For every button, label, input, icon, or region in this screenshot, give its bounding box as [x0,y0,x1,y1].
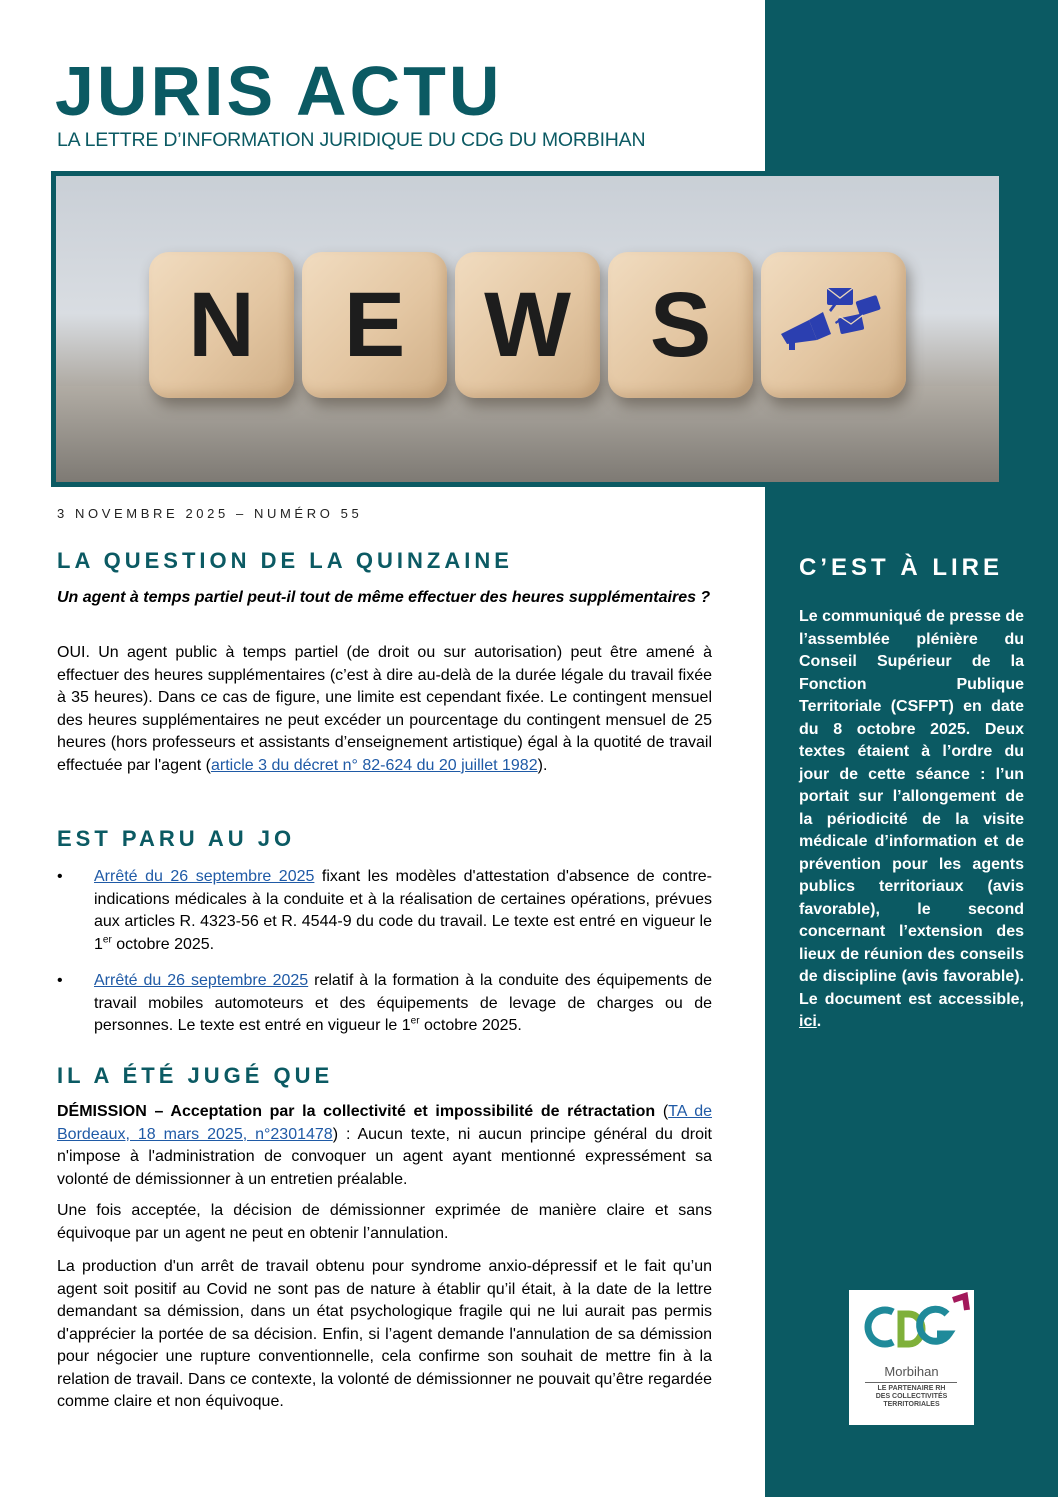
sidebar-link[interactable]: ici [799,1013,817,1030]
megaphone-envelopes-icon [777,282,889,352]
section-heading-jo: EST PARU AU JO [57,826,296,851]
logo-name: Morbihan [884,1364,939,1379]
newsletter-subtitle: LA LETTRE D’INFORMATION JURIDIQUE DU CDG DU MORBIHAN [57,129,646,151]
ruling-paragraph-3: La production d'un arrêt de travail obtenu pour syndrome anxio-dépressif et le fait qu’un agent soit positif au Covid ne sont pas de nature à établir qu’il était, à la date de la lettre demandant sa démission, dans un état psychologique fragile qui ne lui aurait pas permis d'apprécier la portée de sa décision. Enfin, si l’agent demande l'annulation de sa démission pour négocier une rupture conventionnelle, cela confirme son souhait de mettre fin à la relation de travail. Dans ce contexte, la volonté de démissionner ne pouvait qu’être regardée comme claire et non équivoque. [57,1258,712,1410]
logo-tagline: LE PARTENAIRE RH DES COLLECTIVITÉS TERRITORIALES [875,1385,948,1408]
die-letter: E [343,273,406,376]
die-letter-n [149,252,294,398]
jo-list-item [57,970,712,1038]
answer-paragraph [57,642,712,777]
ruling-paragraph-2: Une fois acceptée, la décision de démissionner exprimée de manière claire et sans équivoque par un agent ne peut en obtenir l’annulation. [57,1202,712,1242]
jo-item-text: relatif à la formation à la conduite des équipements de travail mobiles automoteurs et des équipements de levage de charges ou de personnes. Le texte est entré en vigueur le 1 [94,972,712,1034]
logo-divider [865,1382,957,1383]
ruling-paragraph [57,1101,712,1191]
jo-item-text: fixant les modèles d'attestation d'absence de contre-indications médicales à la conduite et à la réalisation de certaines opérations, prévues aux articles R. 4323-56 et R. 4544-9 du code du travail. Le texte est entré en vigueur le 1 [94,868,712,953]
bullet-icon: • [57,972,63,989]
sidebar-end: . [816,1013,822,1030]
cdg-monogram-icon [849,1290,974,1364]
decree-link[interactable]: article 3 du décret n° 82-624 du 20 juillet 1982 [210,756,538,774]
die-letter-e [302,252,447,398]
die-letter: W [484,273,571,376]
superscript: er [410,1015,420,1027]
newsletter-title: JURIS ACTU [55,52,503,130]
court-decision-link[interactable]: TA de Bordeaux, 18 mars 2025, n°2301478 [57,1103,712,1143]
sidebar-body: Le communiqué de presse de l’assemblée plénière du Conseil Supérieur de la Fonction Publique Territoriale (CSFPT) en date du 8 octobre 2025. Deux textes étaient à l’ordre du jour de cette séance : l’un portait sur l’allongement de la périodicité de la visite médicale d’information et de prévention pour les agents publics territoriaux (avis favorable), le second concernant l’extension des lieux de réunion des conseils de discipline (avis favorable). Le document est accessible, [799,608,1024,1008]
answer-end: ). [537,756,548,774]
question-text: Un agent à temps partiel peut-il tout de même effectuer des heures supplémentaires ? [57,589,711,606]
arrete-link[interactable]: Arrêté du 26 septembre 2025 [94,868,315,885]
superscript: er [102,934,112,946]
die-letter-s [608,252,753,398]
jo-item-end: octobre 2025. [419,1017,522,1034]
bullet-icon: • [57,868,63,885]
issue-date: 3 NOVEMBRE 2025 – NUMÉRO 55 [57,506,363,521]
die-megaphone [761,252,906,398]
section-heading-question: LA QUESTION DE LA QUINZAINE [57,548,513,573]
die-letter-w [455,252,600,398]
hero-photo [56,176,999,482]
ruling-title: DÉMISSION – Acceptation par la collectivité et impossibilité de rétractation [57,1103,656,1120]
ruling-paren: ( [655,1103,669,1120]
jo-item-end: octobre 2025. [111,935,215,953]
hero-table-surface [56,386,999,482]
hero-banner [51,171,1003,487]
jo-list-item [57,866,712,956]
ruling-text: ) : Aucun texte, ni aucun principe général du droit n'impose à l'administration de convoquer un agent ayant mentionné expressément sa volonté de démissionner à un entretien préalable. [57,1125,712,1188]
die-letter: S [649,273,712,376]
die-letter: N [188,273,255,376]
cdg-logo [849,1290,974,1425]
section-heading-juge: IL A ÉTÉ JUGÉ QUE [57,1063,334,1088]
answer-text: OUI. Un agent public à temps partiel (de droit ou sur autorisation) peut être amené à effectuer des heures supplémentaires (c’est à dire au-delà de la durée légale du travail fixée à 35 heures). Dans ce cas de figure, une limite est cependant fixée. Le contingent mensuel des heures supplémentaires ne peut excéder un pourcentage du contingent mensuel de 25 heures (hors professeurs et assistants d’enseignement artistique) égal à la quotité de travail effectuée par l'agent ( [57,644,712,774]
sidebar-heading: C’EST À LIRE [799,554,1004,581]
arrete-link[interactable]: Arrêté du 26 septembre 2025 [94,972,309,989]
sidebar-text [799,606,1024,1034]
